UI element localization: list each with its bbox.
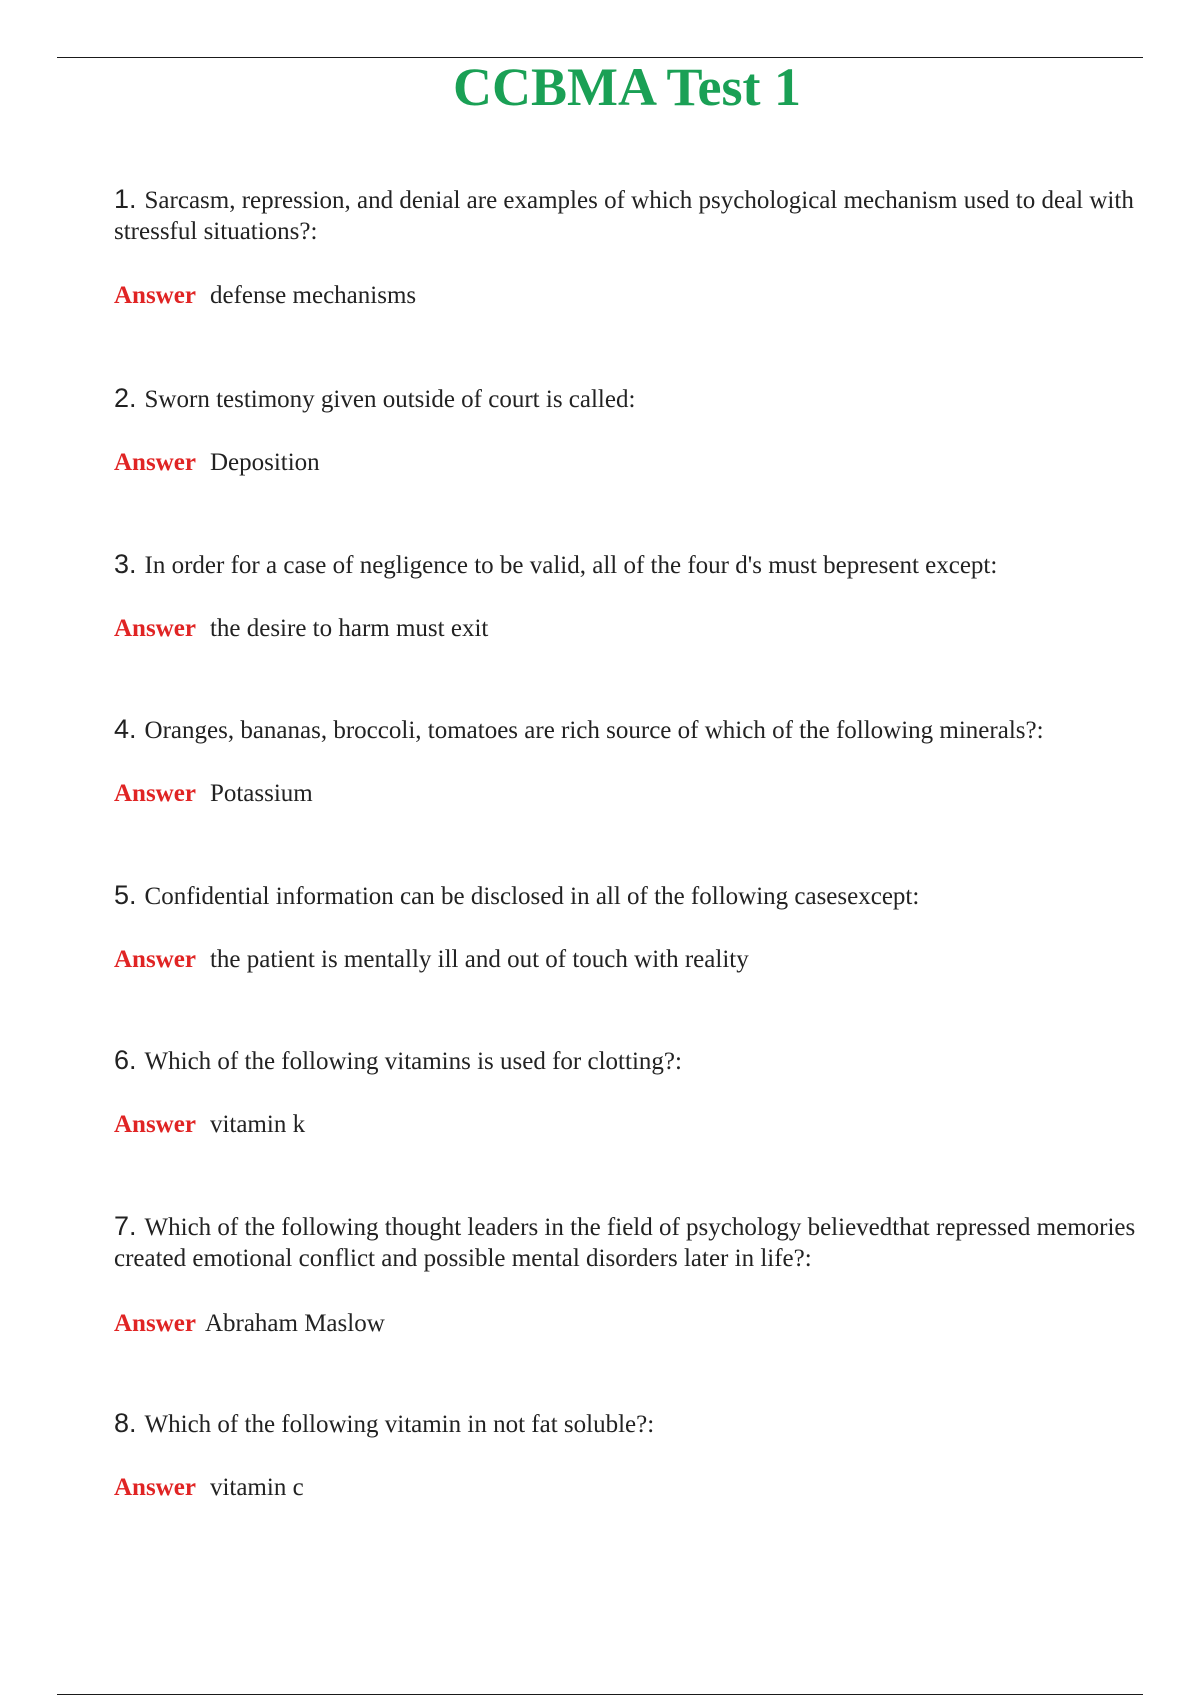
question-number: 2. <box>114 383 137 413</box>
question-number: 7. <box>114 1211 137 1241</box>
answer-text: vitamin c <box>209 1474 304 1501</box>
answer-text: Deposition <box>209 449 320 476</box>
answer-row <box>114 944 749 975</box>
question-item <box>114 880 1144 973</box>
answer-row <box>114 447 320 478</box>
question-text: In order for a case of negligence to be valid, all of the four d's must bepresent except: <box>144 552 998 579</box>
question-item <box>114 184 1144 309</box>
answer-row <box>114 1308 385 1339</box>
answer-text: Abraham Maslow <box>204 1310 385 1337</box>
answer-text: the patient is mentally ill and out of touch with reality <box>209 946 749 973</box>
question-item <box>114 383 1144 476</box>
answer-label: Answer <box>114 1310 196 1337</box>
question-text: Which of the following thought leaders in the field of psychology believedthat repressed memories created emotional conflict and possible mental disorders later in life?: <box>114 1214 1136 1272</box>
answer-text: defense mechanisms <box>209 282 417 309</box>
question-number: 1. <box>114 184 137 214</box>
answer-row <box>114 613 488 644</box>
answer-label: Answer <box>114 1474 196 1501</box>
question-text: Which of the following vitamins is used for clotting?: <box>144 1048 682 1075</box>
bottom-rule <box>57 1694 1143 1695</box>
question-number: 6. <box>114 1045 137 1075</box>
answer-row <box>114 778 313 809</box>
question-text: Oranges, bananas, broccoli, tomatoes are rich source of which of the following minerals?: <box>144 717 1044 744</box>
answer-text: Potassium <box>209 780 313 807</box>
answer-row <box>114 1109 305 1140</box>
question-item <box>114 1045 1144 1138</box>
question-text-row <box>114 714 1144 746</box>
answer-label: Answer <box>114 1111 196 1138</box>
question-text: Sworn testimony given outside of court is called: <box>144 386 636 413</box>
question-text-row <box>114 880 1144 912</box>
answer-label: Answer <box>114 282 196 309</box>
answer-label: Answer <box>114 449 196 476</box>
question-text-row <box>114 1045 1144 1077</box>
question-text: Which of the following vitamin in not fat soluble?: <box>144 1411 655 1438</box>
question-text-row <box>114 1408 1144 1440</box>
question-item <box>114 549 1144 642</box>
question-item <box>114 1211 1144 1337</box>
question-text-row <box>114 1211 1144 1274</box>
question-text: Confidential information can be disclosed in all of the following casesexcept: <box>144 883 920 910</box>
page-title: CCBMA Test 1 <box>452 57 802 117</box>
question-number: 4. <box>114 714 137 744</box>
answer-row <box>114 280 416 311</box>
question-number: 8. <box>114 1408 137 1438</box>
answer-row <box>114 1472 304 1503</box>
question-item <box>114 714 1144 807</box>
question-number: 5. <box>114 880 137 910</box>
question-text-row <box>114 383 1144 415</box>
question-text: Sarcasm, repression, and denial are examples of which psychological mechanism used to deal with stressful situations?: <box>114 187 1134 245</box>
answer-text: vitamin k <box>209 1111 306 1138</box>
question-number: 3. <box>114 549 137 579</box>
answer-label: Answer <box>114 615 196 642</box>
question-item <box>114 1408 1144 1501</box>
question-text-row <box>114 549 1144 581</box>
question-text-row <box>114 184 1144 247</box>
answer-label: Answer <box>114 946 196 973</box>
answer-text: the desire to harm must exit <box>209 615 489 642</box>
answer-label: Answer <box>114 780 196 807</box>
